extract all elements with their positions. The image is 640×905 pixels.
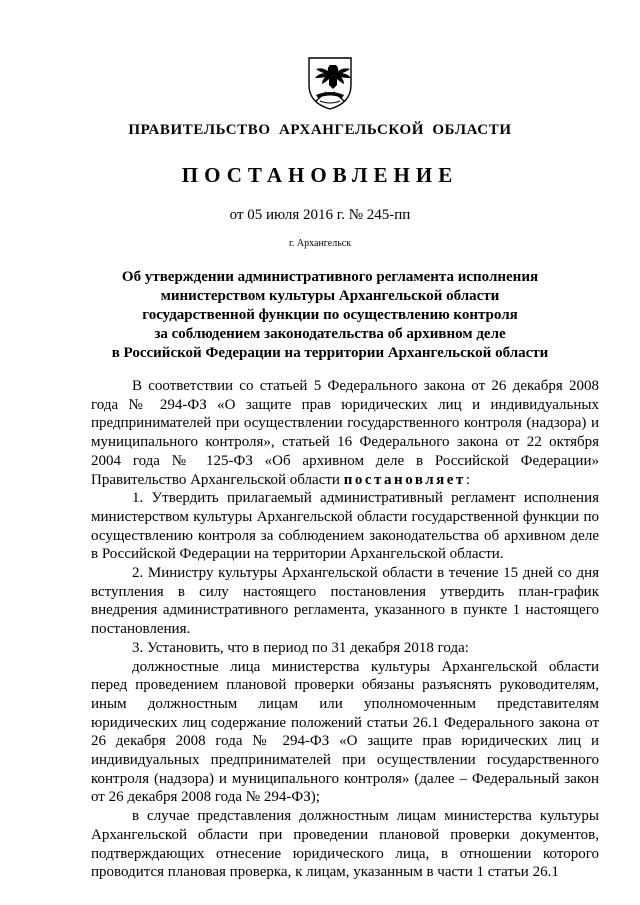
document-body: [91, 377, 599, 882]
paragraph-subitem-2: в случае представления должностным лицам министерства культуры Архангельской области при проведении плановой проверки документов, подтверждающих отнесение юридического лица, в отношении которого проводится плановая проверка, к лицам, указанным в части 1 статьи 26.1: [91, 808, 599, 881]
paragraph-item-3: 3. Установить, что в период по 31 декабря 2018 года:: [132, 639, 469, 656]
paragraph-item-1: 1. Утвердить прилагаемый административный регламент исполнения министерством культуры Архангельской области государственной функции по осуществлению контроля за соблюдением законодательства об архивном деле в Российской Федерации на территории Архангельской области.: [91, 490, 599, 563]
preamble-colon: :: [465, 471, 470, 488]
title-line: в Российской Федерации на территории Архангельской области: [111, 345, 549, 361]
title-line: Об утверждении административного регламента исполнения: [121, 269, 539, 285]
paragraph-subitem-1: должностные лица министерства культуры Архангельской области перед проведением плановой проверки обязаны разъяснять руководителям, иным должностным лицам или уполномоченным представителям юридических лиц содержание положений статьи 26.1 Федерального закона от 26 декабря 2008 года № 294-ФЗ «О защите прав юридических лиц и индивидуальных предпринимателей при осуществлении государственного контроля (надзора) и муниципального контроля» (далее – Федеральный закон от 26 декабря 2008 года № 294-ФЗ);: [91, 658, 599, 806]
document-type: ПОСТАНОВЛЕНИЕ: [181, 163, 459, 187]
coat-of-arms-icon: [306, 55, 354, 111]
document-date-number: от 05 июля 2016 г. № 245-пп: [229, 207, 411, 223]
preamble-paragraph: [91, 377, 599, 489]
title-line: государственной функции по осуществлению контроля: [142, 307, 518, 323]
preamble-text: В соответствии со статьей 5 Федерального закона от 26 декабря 2008 года № 294-ФЗ «О защите прав юридических лиц и индивидуальных предпринимателей при осуществлении государственного контроля (надзора) и муниципального контроля», статьей 16 Федерального закона от 22 октября 2004 года № 125-ФЗ «Об архивном деле в Российской Федерации» Правительство Архангельской области: [91, 378, 599, 488]
government-title: ПРАВИТЕЛЬСТВО АРХАНГЕЛЬСКОЙ ОБЛАСТИ: [128, 122, 512, 138]
title-line: министерством культуры Архангельской области: [160, 288, 500, 304]
document-city: г. Архангельск: [288, 238, 352, 249]
document-title: [60, 268, 600, 363]
resolution-keyword: постановляет: [343, 471, 466, 488]
paragraph-item-2: 2. Министру культуры Архангельской области в течение 15 дней со дня вступления в силу настоящего постановления утвердить план-график внедрения административного регламента, указанного в пункте 1 настоящего постановления.: [91, 565, 599, 638]
title-line: за соблюдением законодательства об архивном деле: [154, 326, 506, 342]
